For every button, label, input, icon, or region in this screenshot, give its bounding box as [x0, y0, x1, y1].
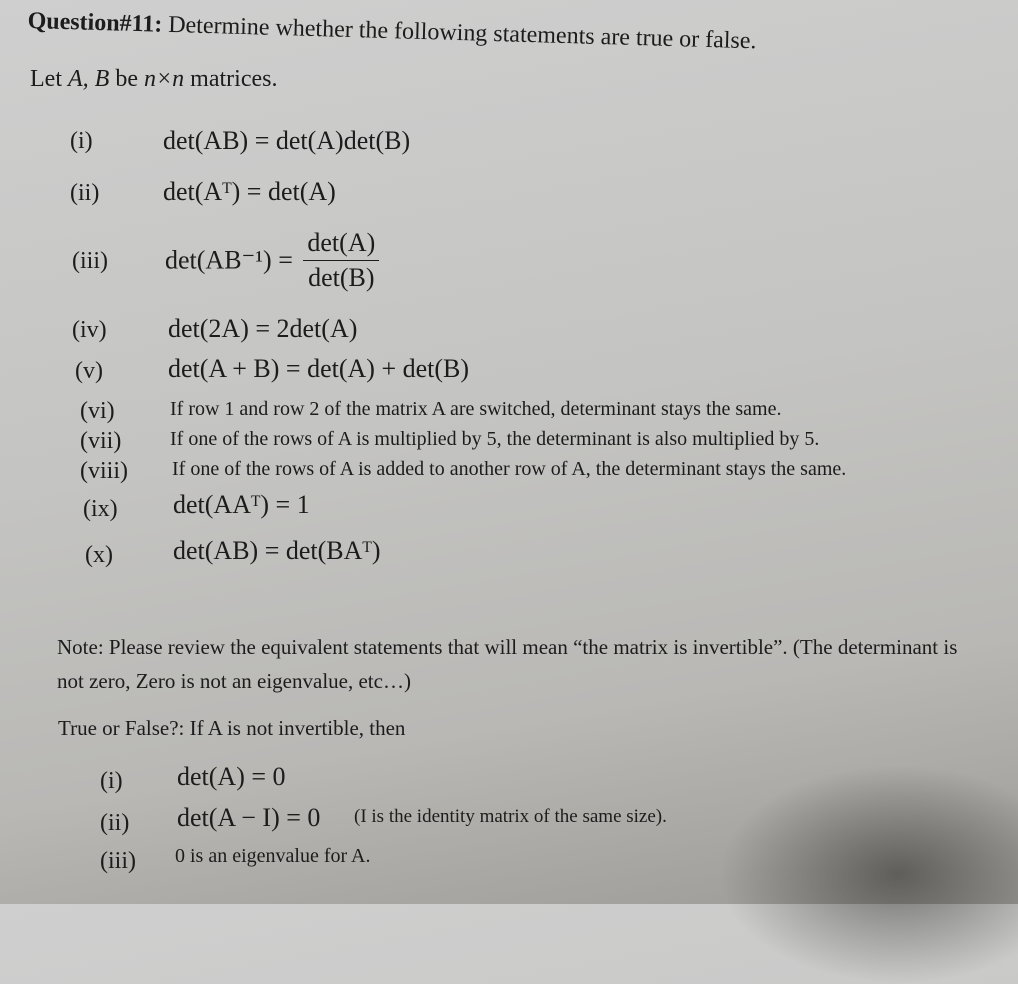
intro-size: n×n — [143, 66, 185, 92]
sub-statement-text: det(A − I) = 0 — [177, 803, 321, 832]
sub-statement-text: det(A) = 0 — [177, 762, 286, 791]
note-paragraph: Note: Please review the equivalent statements that will mean “the matrix is invertible”. (The determinant is not zero, Zero is not an eigenvalue, etc…) — [57, 635, 958, 693]
statement-text: det(Aᵀ) = det(A) — [163, 177, 336, 206]
sub-statement-text: 0 is an eigenvalue for A. — [175, 845, 371, 867]
question-label: Question#11: — [27, 8, 163, 38]
statement-number: (ii) — [70, 180, 100, 206]
statement-text: If one of the rows of A is multiplied by 5, the determinant is also multiplied by 5. — [170, 428, 820, 450]
fraction — [303, 228, 379, 293]
statement-text: det(A + B) = det(A) + det(B) — [168, 354, 470, 383]
statement-number: (vi) — [80, 398, 115, 424]
statement-number: (x) — [85, 542, 113, 568]
statement-number: (viii) — [80, 458, 128, 484]
statement-number: (v) — [75, 358, 103, 384]
shadow-overlay — [718, 764, 1018, 984]
statement-text: If one of the rows of A is added to another row of A, the determinant stays the same. — [172, 458, 847, 480]
intro-be: be — [115, 66, 138, 92]
statement-number: (iv) — [72, 317, 107, 343]
intro-line — [30, 66, 277, 93]
sub-statement-number: (i) — [100, 768, 123, 794]
statement-number: (i) — [70, 128, 93, 154]
fraction-lhs: det(AB⁻¹) = — [165, 245, 293, 275]
sub-statement-aside: (I is the identity matrix of the same size). — [354, 806, 667, 827]
question-heading — [27, 8, 757, 55]
statement-text: det(AB) = det(BAᵀ) — [173, 536, 381, 565]
question-text: Determine whether the following statements are true or false. — [167, 11, 757, 55]
fraction-denominator: det(B) — [308, 263, 375, 292]
intro-matrices: matrices. — [190, 66, 278, 92]
intro-let: Let — [30, 66, 62, 92]
statement-text: det(AB) = det(A)det(B) — [163, 126, 411, 155]
intro-vars: A, B — [67, 66, 110, 92]
statement-number: (vii) — [80, 428, 122, 454]
sub-statement-number: (iii) — [100, 848, 136, 874]
statement-text: det(2A) = 2det(A) — [168, 314, 358, 343]
statement-fraction — [165, 228, 379, 293]
statement-text: det(AAᵀ) = 1 — [173, 490, 310, 519]
statement-number: (iii) — [72, 248, 108, 274]
true-false-prompt: True or False?: If A is not invertible, then — [58, 716, 406, 740]
statement-text: If row 1 and row 2 of the matrix A are switched, determinant stays the same. — [170, 398, 782, 420]
statement-number: (ix) — [83, 496, 118, 522]
sub-statement-number: (ii) — [100, 810, 130, 836]
fraction-numerator: det(A) — [303, 228, 379, 261]
